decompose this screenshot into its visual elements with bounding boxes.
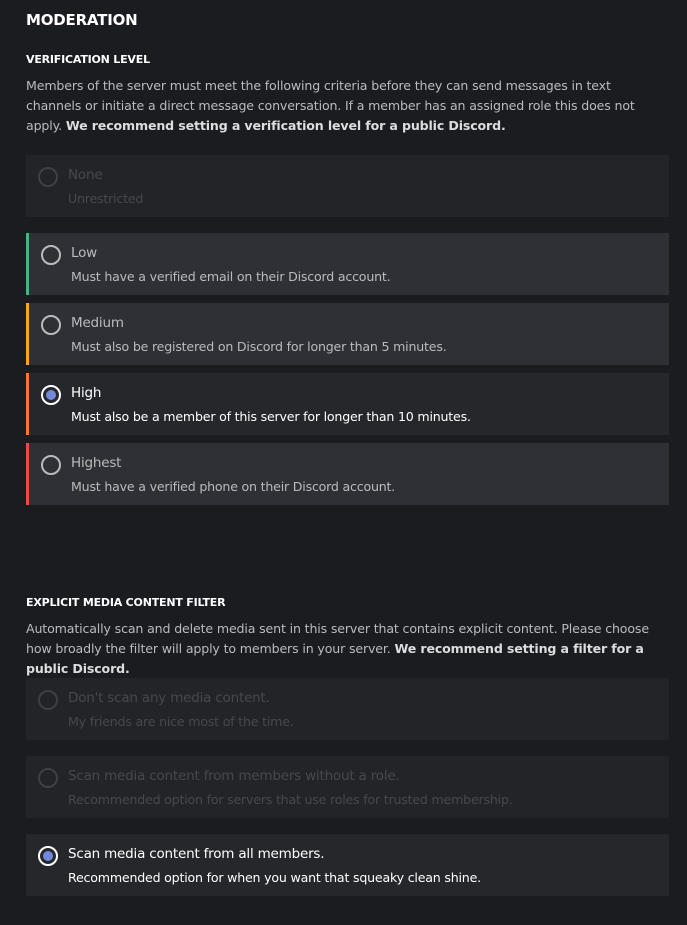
option-title: Low bbox=[71, 245, 97, 261]
verification-option-high[interactable] bbox=[26, 373, 669, 435]
page-title: MODERATION bbox=[26, 11, 138, 29]
radio-dot bbox=[46, 390, 56, 400]
radio-checked-icon[interactable] bbox=[38, 846, 58, 866]
verification-option-highest[interactable] bbox=[26, 443, 669, 505]
radio-unchecked-icon bbox=[38, 768, 58, 788]
option-title: Medium bbox=[71, 315, 124, 331]
option-subtitle: My friends are nice most of the time. bbox=[68, 714, 294, 729]
verification-option-low[interactable] bbox=[26, 233, 669, 295]
media-filter-heading: EXPLICIT MEDIA CONTENT FILTER bbox=[26, 596, 226, 609]
option-title: Scan media content from all members. bbox=[68, 846, 325, 862]
option-subtitle: Recommended option for when you want that squeaky clean shine. bbox=[68, 870, 481, 885]
option-subtitle: Unrestricted bbox=[68, 191, 144, 206]
option-title: Don't scan any media content. bbox=[68, 690, 270, 706]
radio-unchecked-icon bbox=[38, 690, 58, 710]
media-filter-option-dont-scan bbox=[26, 678, 669, 740]
verification-option-none bbox=[26, 155, 669, 217]
option-title: Highest bbox=[71, 455, 122, 471]
radio-unchecked-icon[interactable] bbox=[41, 245, 61, 265]
media-filter-option-all-members[interactable] bbox=[26, 834, 669, 896]
radio-unchecked-icon[interactable] bbox=[41, 315, 61, 335]
radio-unchecked-icon bbox=[38, 167, 58, 187]
radio-unchecked-icon[interactable] bbox=[41, 455, 61, 475]
option-title: None bbox=[68, 167, 103, 183]
option-subtitle: Must have a verified email on their Discord account. bbox=[71, 269, 391, 284]
verification-level-description: Members of the server must meet the following criteria before they can send messages in text channels or initiate a direct message conversation. If a member has an assigned role this does not apply. We recommend setting a verification level for a public Discord. bbox=[26, 78, 635, 133]
option-subtitle: Must also be registered on Discord for longer than 5 minutes. bbox=[71, 339, 447, 354]
verification-level-heading: VERIFICATION LEVEL bbox=[26, 53, 150, 66]
media-filter-option-without-role bbox=[26, 756, 669, 818]
option-subtitle: Must also be a member of this server for longer than 10 minutes. bbox=[71, 409, 471, 424]
verification-recommendation: We recommend setting a verification level for a public Discord. bbox=[65, 118, 506, 133]
option-subtitle: Recommended option for servers that use roles for trusted membership. bbox=[68, 792, 513, 807]
media-filter-recommendation: We recommend setting a filter for a public Discord. bbox=[26, 641, 644, 676]
radio-dot bbox=[43, 851, 53, 861]
option-subtitle: Must have a verified phone on their Discord account. bbox=[71, 479, 396, 494]
option-title: Scan media content from members without a role. bbox=[68, 768, 400, 784]
option-title: High bbox=[71, 385, 102, 401]
radio-checked-icon[interactable] bbox=[41, 385, 61, 405]
media-filter-description: Automatically scan and delete media sent in this server that contains explicit content. Please choose how broadly the filter will apply to members in your server. We recommend setting a filter for a public Discord. bbox=[26, 621, 649, 676]
verification-option-medium[interactable] bbox=[26, 303, 669, 365]
